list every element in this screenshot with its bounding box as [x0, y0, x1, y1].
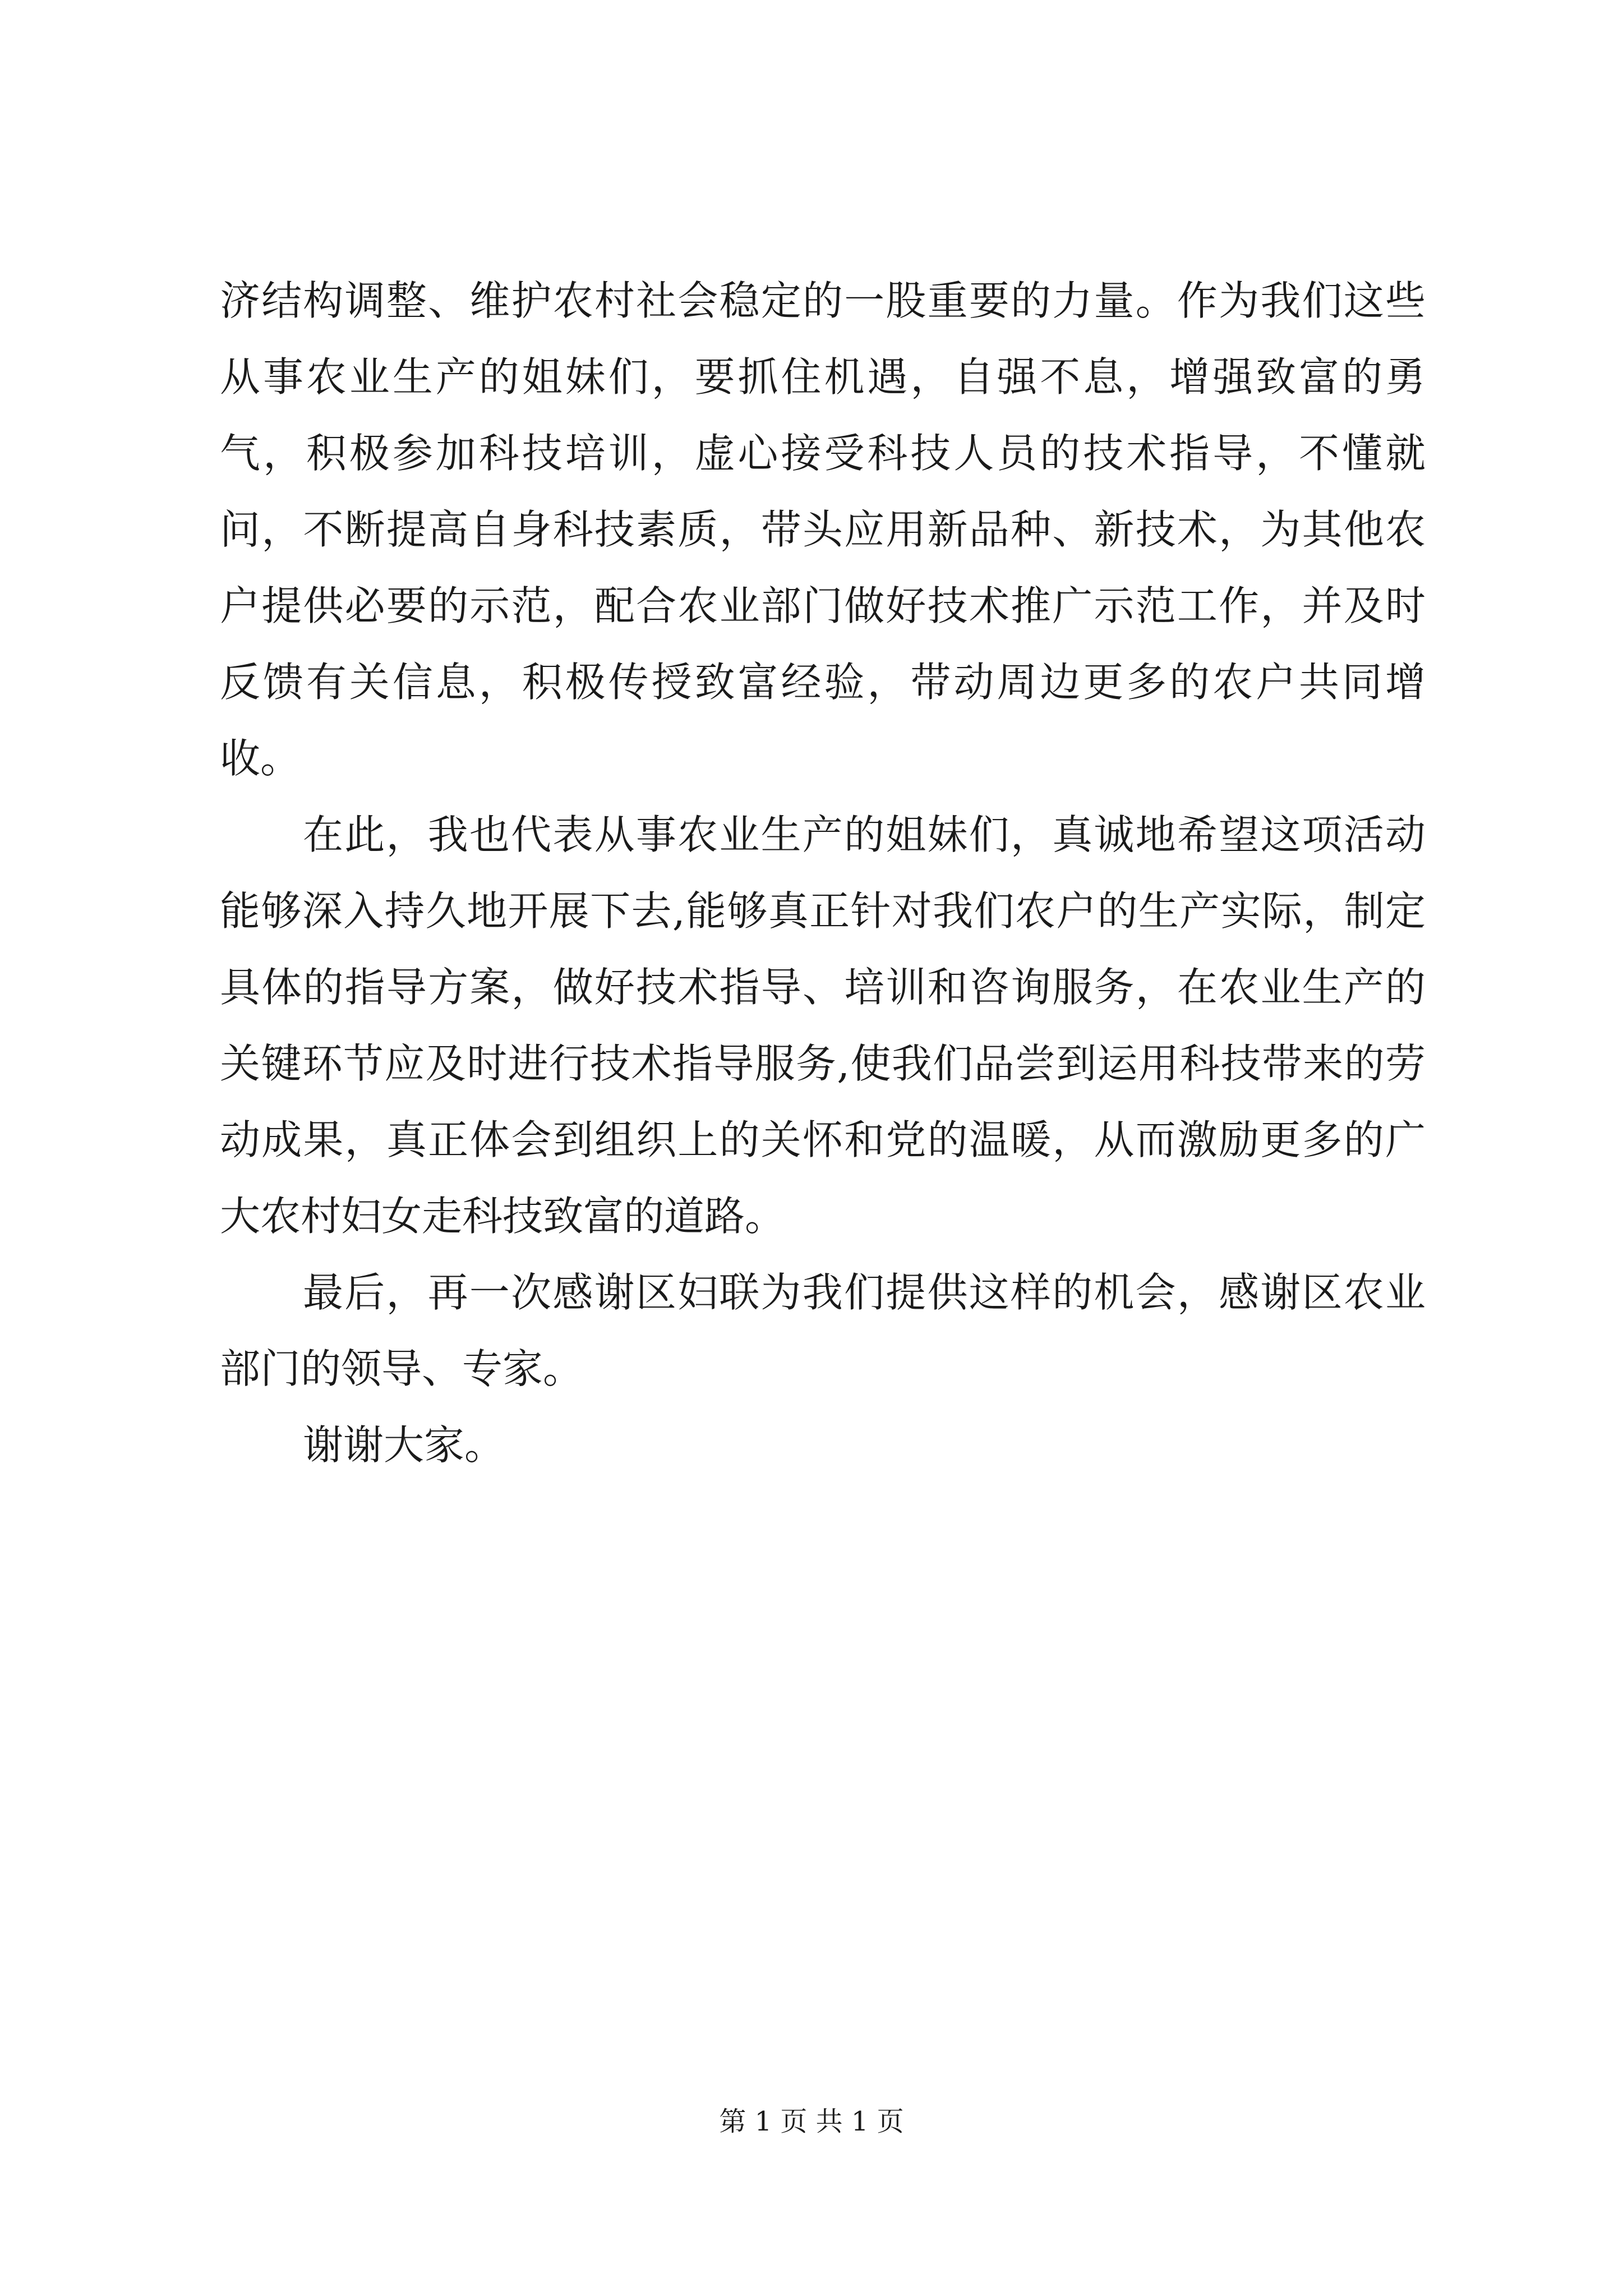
- paragraph-thanks: 最后，再一次感谢区妇联为我们提供这样的机会，感谢区农业部门的领导、专家。: [220, 1269, 1426, 1392]
- document-body: [220, 263, 1426, 1483]
- paragraph-wish: 在此，我也代表从事农业生产的姐妹们，真诚地希望这项活动能够深入持久地开展下去,能够真正针对我们农户的生产实际，制定具体的指导方案，做好技术指导、培训和咨询服务，在农业生产的关键环节应及时进行技术指导服务,使我们品尝到运用科技带来的劳动成果，真正体会到组织上的关怀和党的温暖，从而激励更多的广大农村妇女走科技致富的道路。: [220, 811, 1426, 1240]
- paragraph-continued: 济结构调整、维护农村社会稳定的一股重要的力量。作为我们这些从事农业生产的姐妹们，要抓住机遇，自强不息，增强致富的勇气，积极参加科技培训，虚心接受科技人员的技术指导，不懂就问，不断提高自身科技素质，带头应用新品种、新技术，为其他农户提供必要的示范，配合农业部门做好技术推广示范工作，并及时反馈有关信息，积极传授致富经验，带动周边更多的农户共同增收。: [220, 277, 1426, 782]
- paragraph-closing: 谢谢大家。: [303, 1421, 505, 1469]
- page-number-footer: 第 1 页 共 1 页: [719, 2106, 904, 2137]
